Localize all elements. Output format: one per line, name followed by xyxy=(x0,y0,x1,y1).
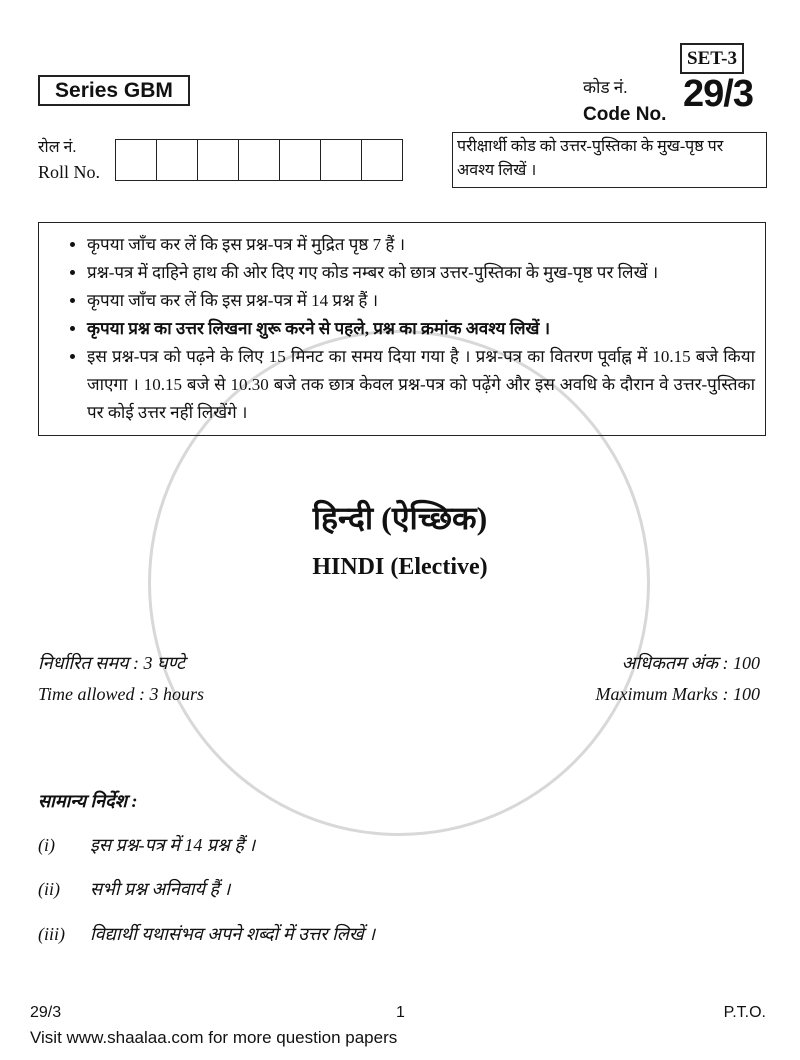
roll-box[interactable] xyxy=(198,140,239,180)
title-hindi: हिन्दी (ऐच्छिक) xyxy=(312,500,488,536)
time-hindi: निर्धारित समय : 3 घण्टे xyxy=(38,653,186,673)
code-label-hindi: कोड नं. xyxy=(583,78,628,97)
pto-label: P.T.O. xyxy=(723,1004,766,1021)
general-item-text: सभी प्रश्न अनिवार्य हैं । xyxy=(90,879,231,899)
roll-number-boxes[interactable] xyxy=(115,139,403,181)
instruction-item: • कृपया जाँच कर लें कि इस प्रश्न-पत्र में मुद्रित पृष्ठ 7 हैं । xyxy=(87,231,755,259)
instructions-box xyxy=(38,222,766,436)
time-english: Time allowed : 3 hours xyxy=(38,684,205,704)
roll-box[interactable] xyxy=(321,140,362,180)
roll-box[interactable] xyxy=(239,140,280,180)
code-note: परीक्षार्थी कोड को उत्तर-पुस्तिका के मुख-पृष्ठ पर अवश्य लिखें । xyxy=(452,132,767,188)
series-badge: Series GBM xyxy=(38,75,190,106)
instruction-item: • इस प्रश्न-पत्र को पढ़ने के लिए 15 मिनट का समय दिया गया है । प्रश्न-पत्र का वितरण पूर्वाह्न में 10.15 बजे किया जाएगा । 10.15 बजे से 10.30 बजे तक छात्र केवल प्रश्न-पत्र को पढ़ेंगे और इस अवधि के दौरान वे उत्तर-पुस्तिका पर कोई उत्तर नहीं लिखेंगे । xyxy=(87,343,755,427)
general-item-num: (iii) xyxy=(38,924,65,944)
general-item-text: इस प्रश्न-पत्र में 14 प्रश्न हैं । xyxy=(90,835,256,855)
general-item-text: विद्यार्थी यथासंभव अपने शब्दों में उत्तर लिखें । xyxy=(90,924,376,944)
general-item-num: (ii) xyxy=(38,879,60,899)
title-english: HINDI (Elective) xyxy=(312,554,488,580)
page-number: 1 xyxy=(396,1004,405,1021)
code-number: 29/3 xyxy=(683,73,753,115)
general-instructions-heading: सामान्य निर्देश : xyxy=(38,791,138,811)
roll-box[interactable] xyxy=(157,140,198,180)
visit-link[interactable]: Visit www.shaalaa.com for more question papers xyxy=(30,1028,398,1047)
roll-label: Roll No. xyxy=(38,162,101,182)
instruction-item: • प्रश्न-पत्र में दाहिने हाथ की ओर दिए गए कोड नम्बर को छात्र उत्तर-पुस्तिका के मुख-पृष्ठ पर लिखें । xyxy=(87,259,755,287)
roll-label-hindi: रोल नं. xyxy=(38,139,77,156)
instruction-item: • कृपया प्रश्न का उत्तर लिखना शुरू करने से पहले, प्रश्न का क्रमांक अवश्य लिखें । xyxy=(87,315,755,343)
general-item-num: (i) xyxy=(38,835,55,855)
marks-hindi: अधिकतम अंक : 100 xyxy=(621,653,760,673)
roll-box[interactable] xyxy=(280,140,321,180)
footer-code: 29/3 xyxy=(30,1004,62,1021)
marks-english: Maximum Marks : 100 xyxy=(595,684,760,704)
instruction-item: • कृपया जाँच कर लें कि इस प्रश्न-पत्र में 14 प्रश्न हैं । xyxy=(87,287,755,315)
set-badge: SET-3 xyxy=(680,43,744,74)
roll-box[interactable] xyxy=(362,140,402,180)
roll-box[interactable] xyxy=(116,140,157,180)
code-label: Code No. xyxy=(583,104,667,125)
